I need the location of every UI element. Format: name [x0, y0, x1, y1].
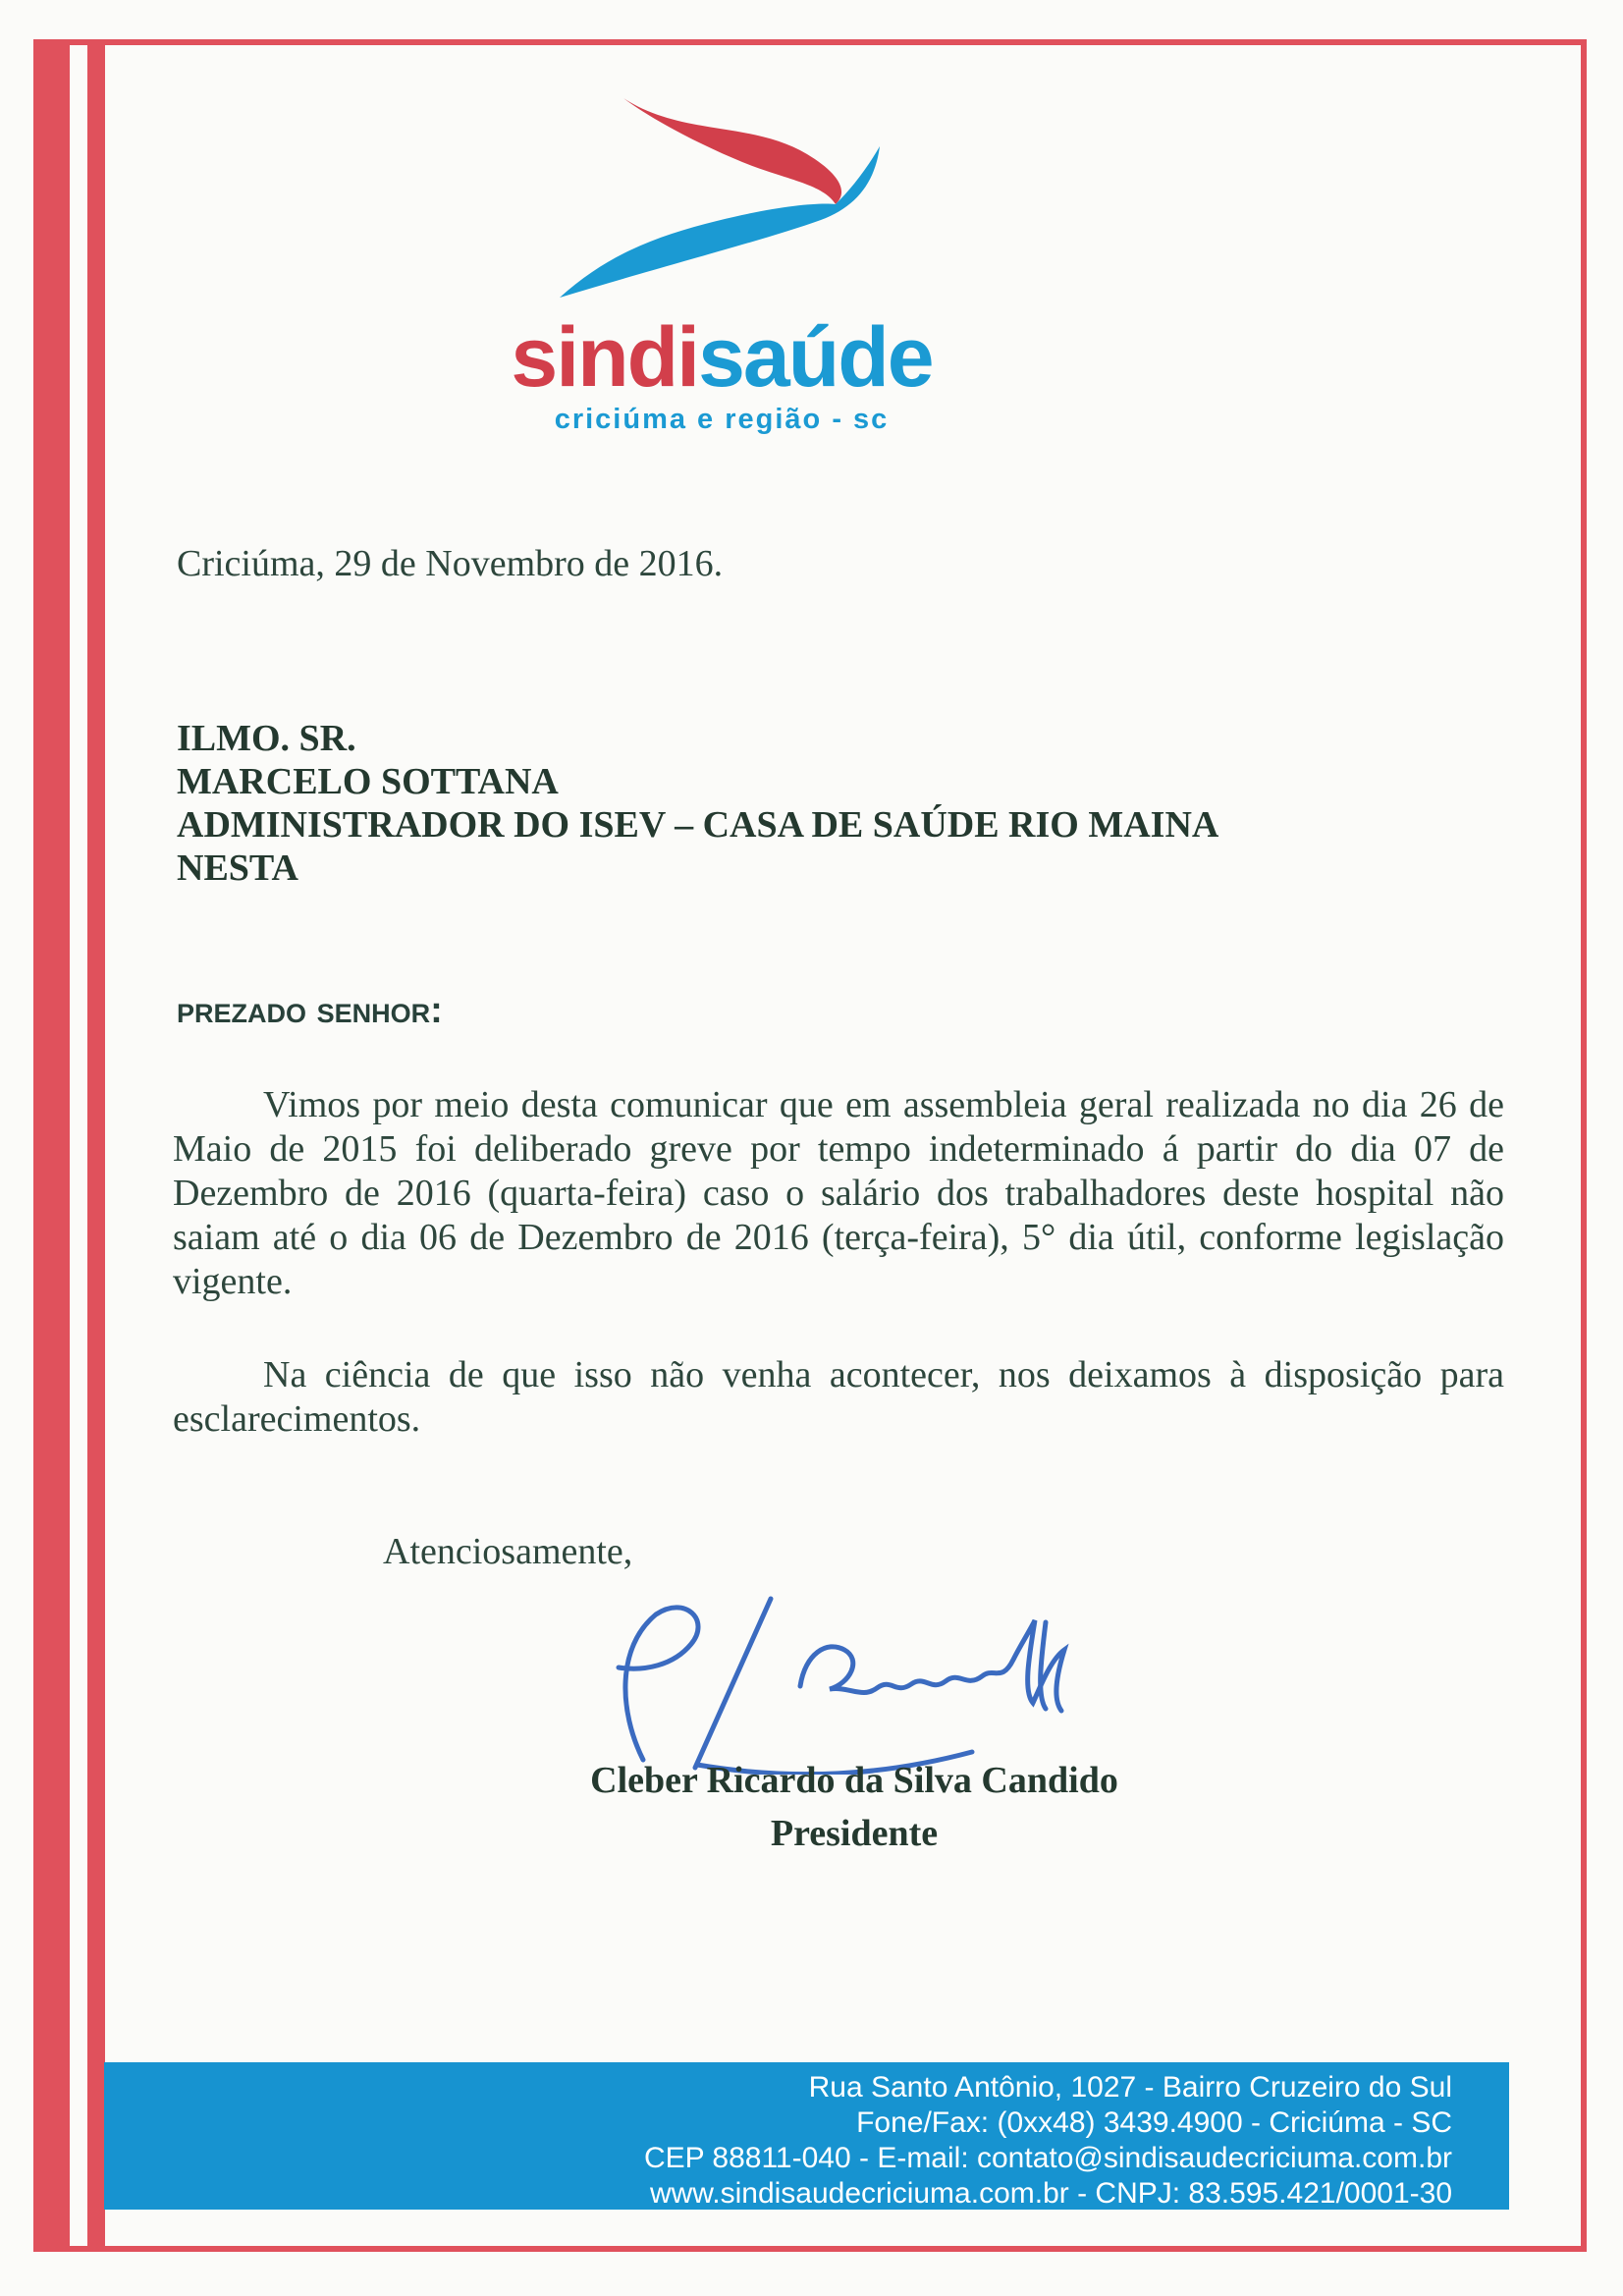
recipient-line: ILMO. SR.	[177, 718, 356, 759]
logo-wordmark-saude: saúde	[698, 310, 933, 405]
recipient-line: MARCELO SOTTANA	[177, 761, 559, 802]
frame-top-line	[33, 39, 1587, 45]
frame-bottom-line	[33, 2246, 1587, 2252]
logo-wordmark	[486, 310, 957, 405]
logo-tagline: criciúma e região - sc	[554, 404, 890, 436]
body-paragraph-1: Vimos por meio desta comunicar que em assembleia geral realizada no dia 26 de Maio de 2015 foi deliberado greve por tempo indeterminado á partir do dia 07 de Dezembro de 2016 (quarta-feira) caso o salário dos trabalhadores deste hospital não saiam até o dia 06 de Dezembro de 2016 (terça-feira), 5° dia útil, conforme legislação vigente.	[173, 1084, 1504, 1302]
left-stripe-narrow	[87, 45, 105, 2246]
closing-line: Atenciosamente,	[383, 1531, 633, 1572]
logo	[486, 93, 957, 436]
s-swoosh-icon	[550, 93, 893, 301]
signer-name: Cleber Ricardo da Silva Candido	[590, 1760, 1118, 1801]
footer-site-line: www.sindisaudecriciuma.com.br - CNPJ: 83.595.421/0001-30	[649, 2177, 1452, 2210]
recipient-block	[177, 717, 1218, 890]
footer-email-line: CEP 88811-040 - E-mail: contato@sindisaudecriciuma.com.br	[643, 2142, 1452, 2174]
date-line: Criciúma, 29 de Novembro de 2016.	[177, 543, 724, 584]
recipient-line: ADMINISTRADOR DO ISEV – CASA DE SAÚDE RIO MAINA	[177, 804, 1219, 846]
recipient-line: NESTA	[177, 847, 298, 889]
footer-contact-bar	[104, 2062, 1509, 2210]
left-stripe-wide	[33, 39, 70, 2252]
frame-right-line	[1581, 39, 1587, 2252]
footer-address-line: Rua Santo Antônio, 1027 - Bairro Cruzeiro do Sul	[808, 2071, 1452, 2104]
salutation: prezado senhor:	[177, 990, 443, 1031]
signature-ink	[550, 1593, 1100, 1775]
signer-block	[501, 1754, 1208, 1860]
logo-wordmark-sindi: sindi	[511, 310, 699, 405]
body-paragraph-2: Na ciência de que isso não venha acontecer, nos deixamos à disposição para esclarecimentos.	[173, 1354, 1504, 1440]
footer-phone-line: Fone/Fax: (0xx48) 3439.4900 - Criciúma - SC	[856, 2106, 1452, 2139]
signer-title: Presidente	[770, 1813, 939, 1854]
